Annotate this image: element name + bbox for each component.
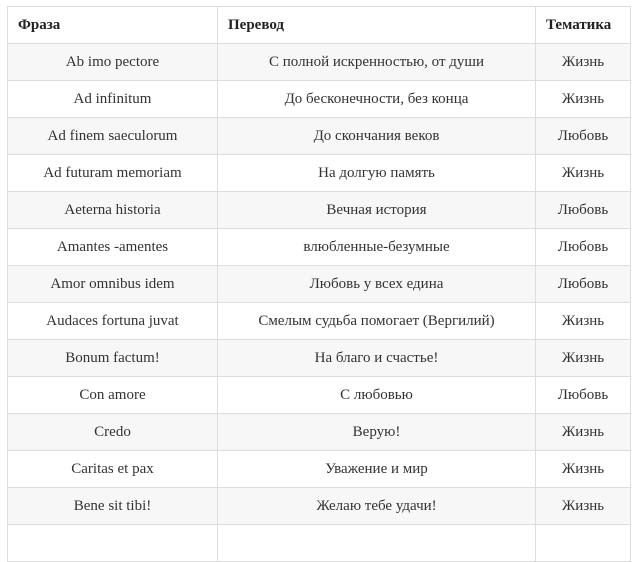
cell-theme: Жизнь — [536, 303, 631, 340]
cell-translation: Любовь у всех едина — [218, 266, 536, 303]
cell-translation — [218, 525, 536, 562]
cell-theme: Любовь — [536, 266, 631, 303]
cell-phrase: Bonum factum! — [8, 340, 218, 377]
cell-theme: Жизнь — [536, 488, 631, 525]
cell-translation: Смелым судьба помогает (Вергилий) — [218, 303, 536, 340]
table-row — [8, 340, 631, 377]
table-row — [8, 81, 631, 118]
table-row — [8, 451, 631, 488]
table-row — [8, 229, 631, 266]
cell-theme: Жизнь — [536, 44, 631, 81]
cell-phrase: Credo — [8, 414, 218, 451]
cell-phrase: Amor omnibus idem — [8, 266, 218, 303]
table-row — [8, 192, 631, 229]
table-header — [8, 7, 631, 44]
cell-phrase: Aeterna historia — [8, 192, 218, 229]
cell-phrase: Con amore — [8, 377, 218, 414]
cell-theme: Любовь — [536, 192, 631, 229]
table-row — [8, 525, 631, 562]
cell-theme: Жизнь — [536, 451, 631, 488]
table-row — [8, 377, 631, 414]
cell-translation: На долгую память — [218, 155, 536, 192]
cell-theme: Жизнь — [536, 340, 631, 377]
cell-theme: Любовь — [536, 377, 631, 414]
table-row — [8, 44, 631, 81]
cell-translation: Вечная история — [218, 192, 536, 229]
cell-phrase: Bene sit tibi! — [8, 488, 218, 525]
cell-theme: Жизнь — [536, 81, 631, 118]
cell-phrase: Caritas et pax — [8, 451, 218, 488]
cell-translation: До скончания веков — [218, 118, 536, 155]
cell-theme: Жизнь — [536, 414, 631, 451]
cell-theme — [536, 525, 631, 562]
table-row — [8, 155, 631, 192]
cell-theme: Любовь — [536, 118, 631, 155]
table-row — [8, 118, 631, 155]
cell-phrase: Audaces fortuna juvat — [8, 303, 218, 340]
header-translation: Перевод — [218, 7, 536, 44]
header-phrase: Фраза — [8, 7, 218, 44]
cell-translation: До бесконечности, без конца — [218, 81, 536, 118]
cell-theme: Жизнь — [536, 155, 631, 192]
cell-translation: Верую! — [218, 414, 536, 451]
cell-phrase — [8, 525, 218, 562]
cell-phrase: Ad futuram memoriam — [8, 155, 218, 192]
cell-translation: Уважение и мир — [218, 451, 536, 488]
table-row — [8, 266, 631, 303]
phrases-table — [7, 6, 631, 562]
cell-translation: С любовью — [218, 377, 536, 414]
table-row — [8, 303, 631, 340]
cell-phrase: Ad infinitum — [8, 81, 218, 118]
cell-phrase: Amantes -amentes — [8, 229, 218, 266]
cell-theme: Любовь — [536, 229, 631, 266]
table-row — [8, 488, 631, 525]
cell-translation: Желаю тебе удачи! — [218, 488, 536, 525]
cell-phrase: Ad finem saeculorum — [8, 118, 218, 155]
cell-translation: влюбленные-безумные — [218, 229, 536, 266]
header-theme: Тематика — [536, 7, 631, 44]
cell-translation: На благо и счастье! — [218, 340, 536, 377]
table-row — [8, 414, 631, 451]
cell-translation: С полной искренностью, от души — [218, 44, 536, 81]
cell-phrase: Ab imo pectore — [8, 44, 218, 81]
